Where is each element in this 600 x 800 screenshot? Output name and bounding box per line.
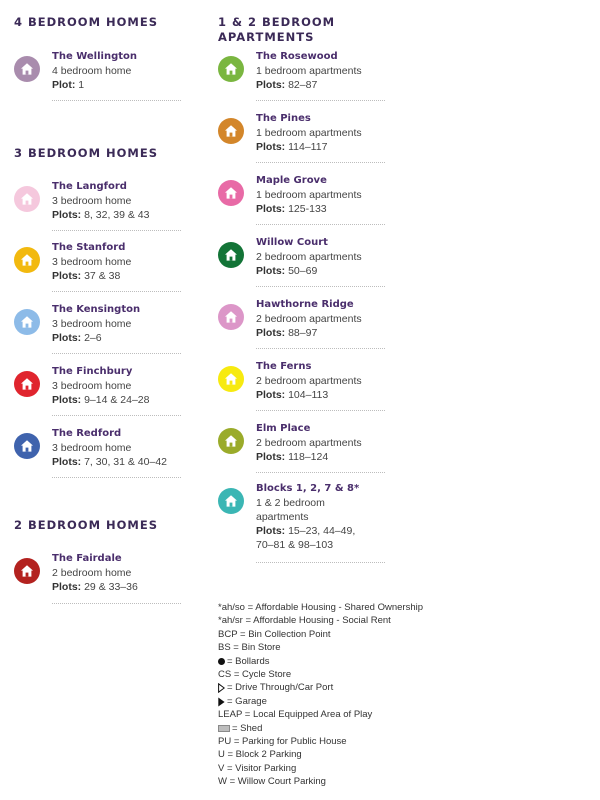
dotted-divider (256, 224, 385, 225)
apartment-name: Elm Place (256, 423, 311, 434)
home-name: The Langford (52, 181, 127, 192)
dotted-divider (52, 477, 181, 478)
house-icon (14, 433, 40, 459)
legend-item: = Shed (218, 722, 518, 735)
legend-item: BS = Bin Store (218, 642, 281, 654)
legend-item: = Drive Through/Car Port (218, 681, 518, 694)
home-name: The Kensington (52, 304, 141, 315)
home-plots: Plots: 9–14 & 24–28 (52, 394, 150, 406)
dotted-divider (52, 603, 181, 604)
apartment-name: Willow Court (256, 237, 328, 248)
apartment-plots: Plots: 125-133 (256, 203, 327, 215)
house-icon (218, 56, 244, 82)
house-icon (218, 180, 244, 206)
grey-rectangle-icon (218, 725, 230, 732)
house-icon (14, 56, 40, 82)
apartment-name: Maple Grove (256, 175, 327, 186)
house-icon (14, 309, 40, 335)
apartment-plots-line2: 70–81 & 98–103 (256, 539, 334, 551)
home-name: The Fairdale (52, 553, 122, 564)
house-icon (14, 371, 40, 397)
home-description: 2 bedroom home (52, 567, 132, 579)
home-name: The Wellington (52, 51, 137, 62)
apartment-description: 2 bedroom apartments (256, 313, 362, 325)
home-plots: Plots: 29 & 33–36 (52, 581, 138, 593)
apartment-name: Blocks 1, 2, 7 & 8* (256, 483, 360, 494)
legend-item: *ah/so = Affordable Housing - Shared Ownership (218, 602, 423, 613)
dotted-divider (52, 100, 181, 101)
solid-triangle-icon (218, 697, 225, 707)
dotted-divider (256, 472, 385, 473)
home-description: 3 bedroom home (52, 195, 132, 207)
house-icon (218, 304, 244, 330)
house-icon (14, 247, 40, 273)
dotted-divider (52, 353, 181, 354)
legend-item: CS = Cycle Store (218, 669, 292, 681)
home-plots: Plots: 2–6 (52, 332, 102, 344)
apartment-description-line1: 1 & 2 bedroom (256, 497, 325, 509)
dotted-divider (256, 162, 385, 163)
legend-item: V = Visitor Parking (218, 762, 297, 774)
home-plots: Plots: 37 & 38 (52, 270, 121, 282)
house-icon (218, 242, 244, 268)
home-name: The Redford (52, 428, 122, 439)
legend-item: U = Block 2 Parking (218, 749, 302, 761)
apartment-description-line2: apartments (256, 511, 309, 523)
legend-item: BCP = Bin Collection Point (218, 628, 331, 640)
house-icon (218, 366, 244, 392)
home-plots: Plots: 7, 30, 31 & 40–42 (52, 456, 167, 468)
apartment-plots: Plots: 88–97 (256, 327, 318, 339)
house-icon (14, 186, 40, 212)
apartment-name: The Pines (256, 113, 311, 124)
legend-item: = Garage (218, 695, 518, 708)
home-description: 3 bedroom home (52, 256, 132, 268)
apartment-plots: Plots: 118–124 (256, 451, 329, 463)
apartment-plots: Plots: 114–117 (256, 141, 328, 153)
apartment-name: Hawthorne Ridge (256, 299, 354, 310)
dotted-divider (256, 562, 385, 563)
apartment-description: 2 bedroom apartments (256, 437, 362, 449)
dotted-divider (256, 100, 385, 101)
apartment-description: 1 bedroom apartments (256, 65, 362, 77)
apartment-plots: Plots: 104–113 (256, 389, 329, 401)
apartment-plots: Plots: 15–23, 44–49, (256, 525, 356, 537)
home-description: 4 bedroom home (52, 65, 132, 77)
apartment-description: 1 bedroom apartments (256, 127, 362, 139)
home-description: 3 bedroom home (52, 442, 132, 454)
home-plots: Plots: 8, 32, 39 & 43 (52, 209, 150, 221)
house-icon (14, 558, 40, 584)
apartment-description: 2 bedroom apartments (256, 375, 362, 387)
apartment-plots: Plots: 82–87 (256, 79, 318, 91)
home-description: 3 bedroom home (52, 380, 132, 392)
legend-item: PU = Parking for Public House (218, 736, 347, 748)
legend-item: = Bollards (218, 655, 518, 668)
apartment-name: The Ferns (256, 361, 312, 372)
house-icon (218, 488, 244, 514)
dotted-divider (52, 230, 181, 231)
dotted-divider (52, 291, 181, 292)
outline-triangle-icon (218, 683, 225, 693)
legend-item: LEAP = Local Equipped Area of Play (218, 709, 373, 721)
legend-item: W = Willow Court Parking (218, 776, 326, 788)
section-heading-apartments: 1 & 2 BEDROOM APARTMENTS (218, 15, 336, 44)
home-plots: Plot: 1 (52, 79, 85, 91)
section-heading-2-bedroom: 2 BEDROOM HOMES (14, 518, 159, 532)
dotted-divider (256, 286, 385, 287)
section-heading-3-bedroom: 3 BEDROOM HOMES (14, 146, 159, 160)
dotted-divider (52, 415, 181, 416)
dotted-divider (256, 410, 385, 411)
section-heading-4-bedroom: 4 BEDROOM HOMES (14, 15, 159, 29)
apartment-plots: Plots: 50–69 (256, 265, 318, 277)
apartment-description: 1 bedroom apartments (256, 189, 362, 201)
legend (218, 601, 518, 789)
legend-item: *ah/sr = Affordable Housing - Social Rent (218, 615, 391, 627)
home-name: The Finchbury (52, 366, 133, 377)
home-description: 3 bedroom home (52, 318, 132, 330)
house-icon (218, 118, 244, 144)
apartment-description: 2 bedroom apartments (256, 251, 362, 263)
home-name: The Stanford (52, 242, 126, 253)
bollard-dot-icon (218, 658, 225, 665)
dotted-divider (256, 348, 385, 349)
house-icon (218, 428, 244, 454)
apartment-name: The Rosewood (256, 51, 338, 62)
